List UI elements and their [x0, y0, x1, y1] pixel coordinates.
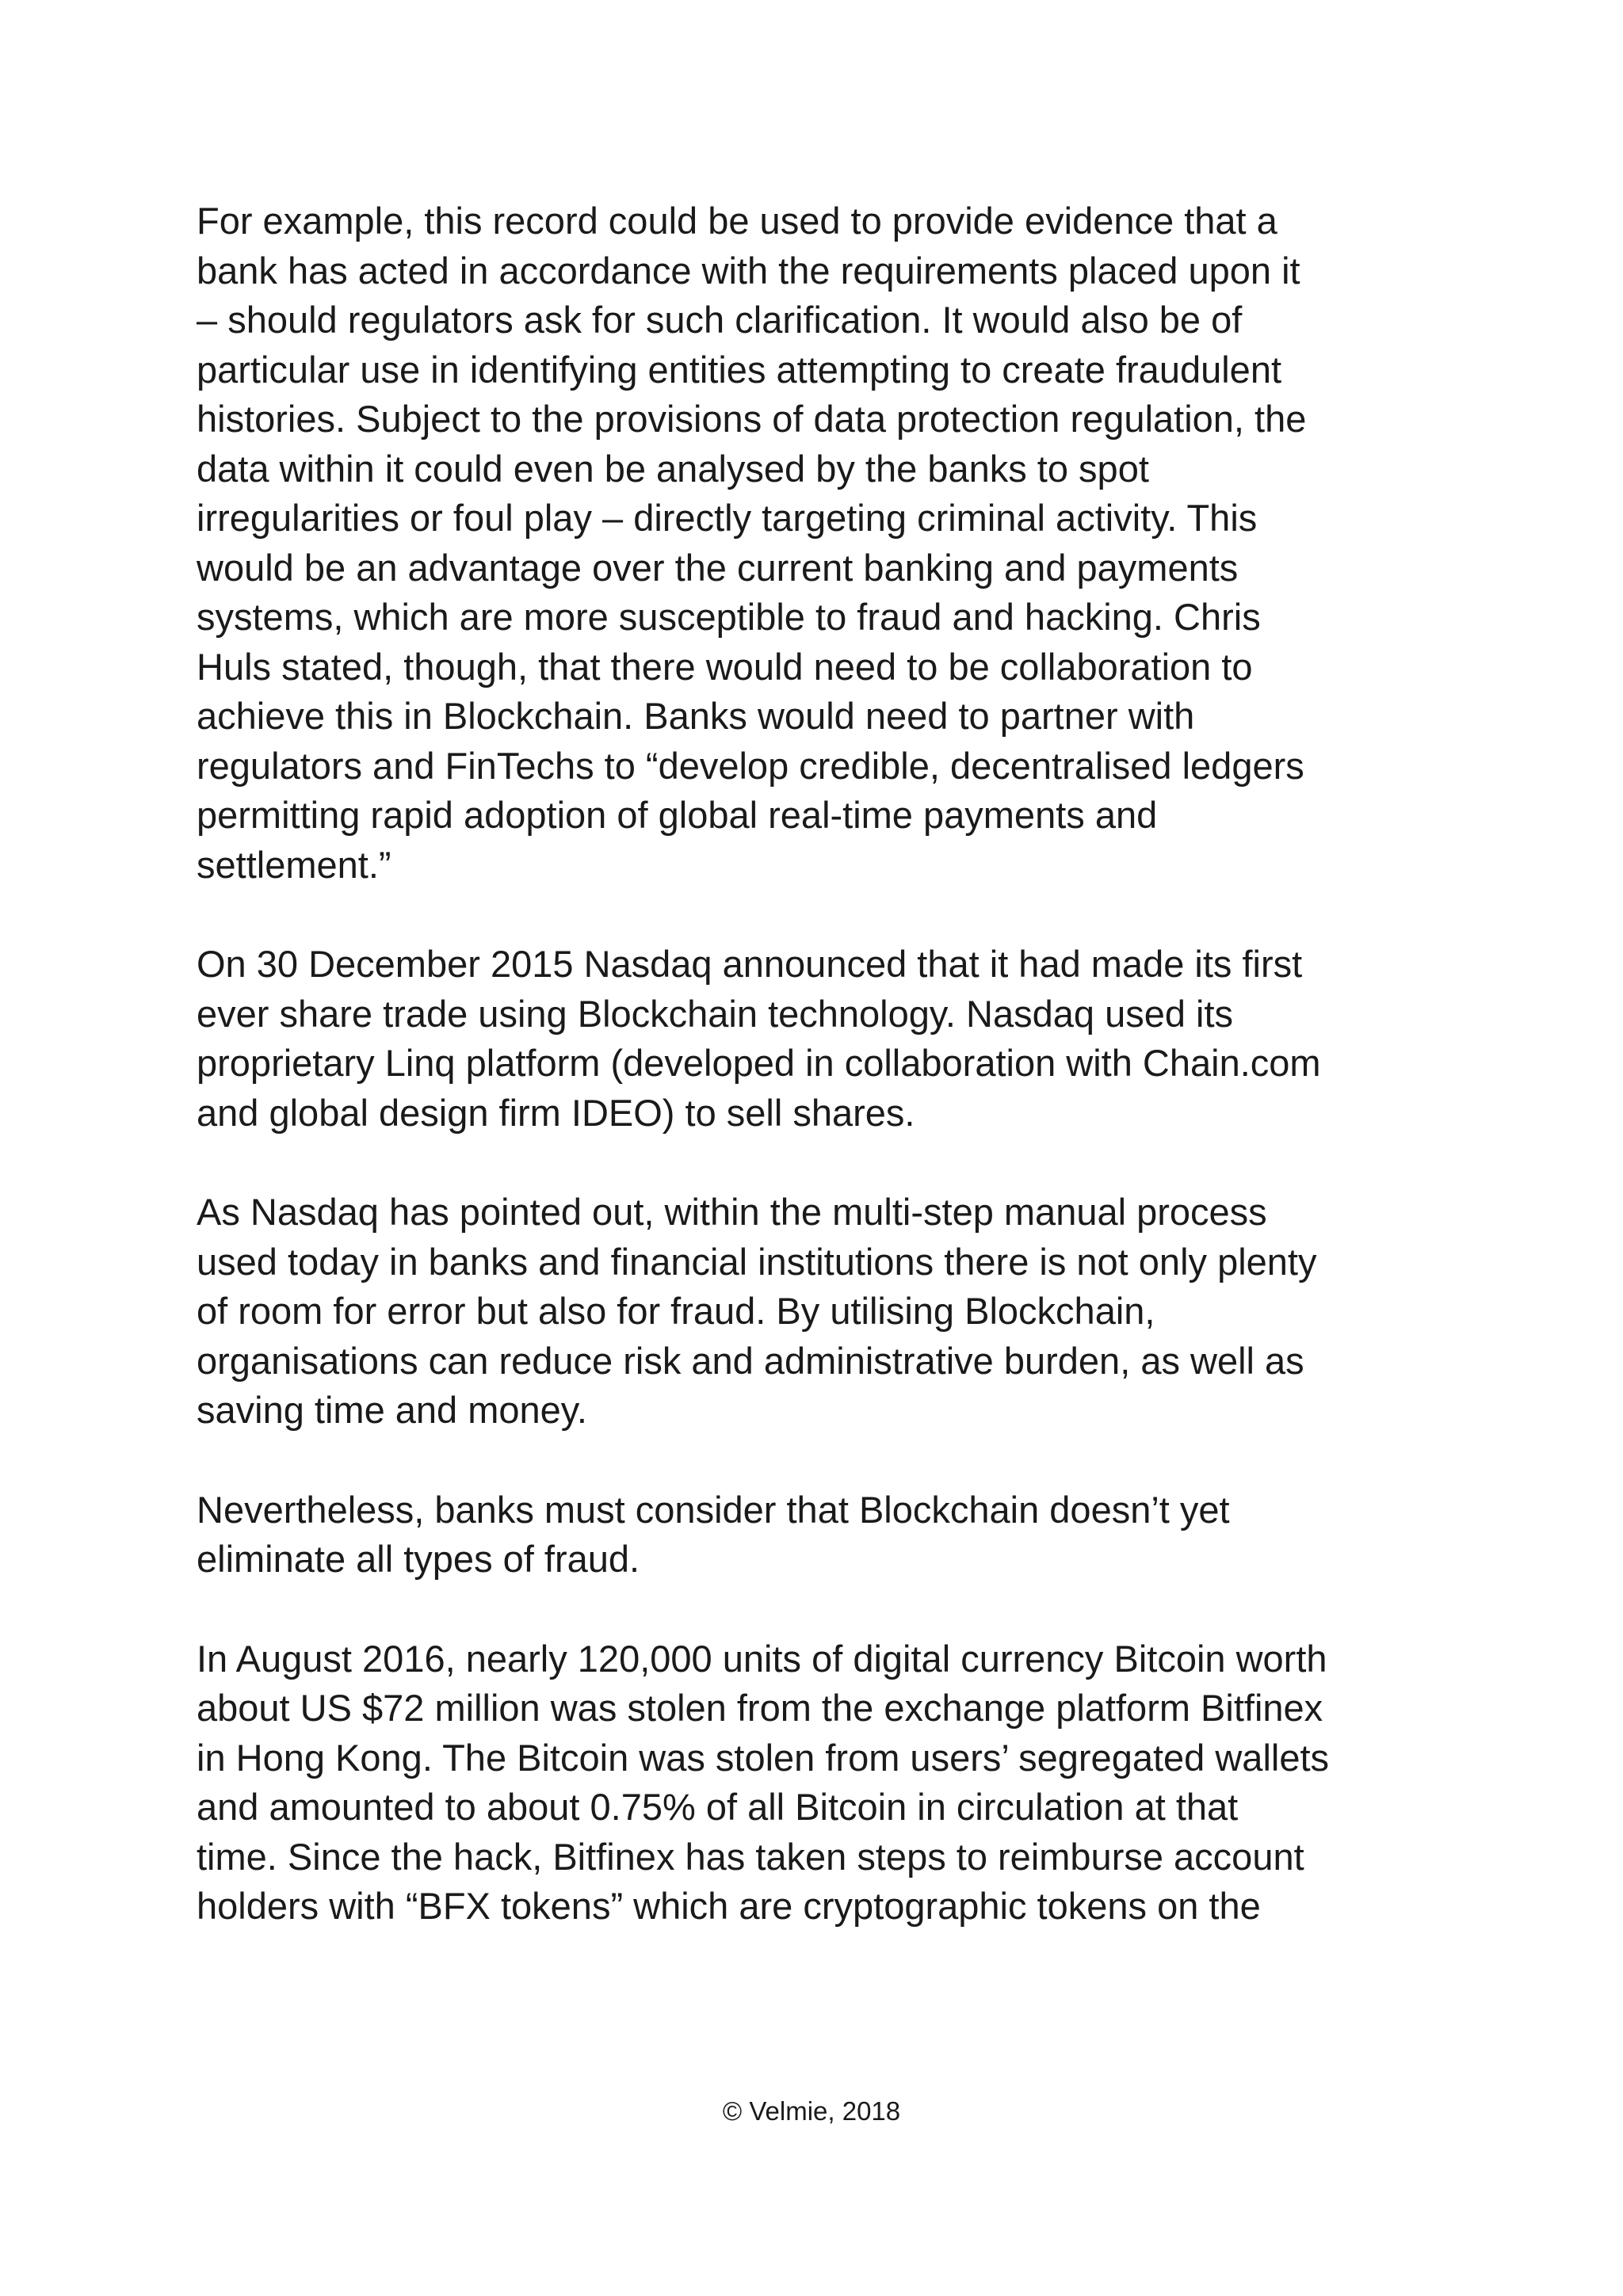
- text-line: As Nasdaq has pointed out, within the multi-step manual process: [197, 1191, 1267, 1233]
- text-line: achieve this in Blockchain. Banks would need to partner with: [197, 695, 1195, 737]
- text-line: ever share trade using Blockchain technology. Nasdaq used its: [197, 992, 1234, 1035]
- paragraph-nasdaq-trade: [197, 940, 1449, 1138]
- text-line: would be an advantage over the current banking and payments: [197, 546, 1239, 589]
- text-line: saving time and money.: [197, 1389, 587, 1431]
- text-line: systems, which are more susceptible to fraud and hacking. Chris: [197, 596, 1261, 638]
- text-line: Huls stated, though, that there would need to be collaboration to: [197, 645, 1253, 688]
- text-line: histories. Subject to the provisions of data protection regulation, the: [197, 398, 1307, 440]
- paragraph-nasdaq-process: [197, 1188, 1449, 1436]
- text-line: permitting rapid adoption of global real-time payments and: [197, 794, 1158, 836]
- text-line: used today in banks and financial institutions there is not only plenty: [197, 1240, 1317, 1283]
- text-line: about US $72 million was stolen from the exchange platform Bitfinex: [197, 1687, 1323, 1729]
- text-line: holders with “BFX tokens” which are cryptographic tokens on the: [197, 1885, 1261, 1927]
- paragraph-bitfinex-hack: [197, 1634, 1449, 1932]
- text-line: in Hong Kong. The Bitcoin was stolen from users’ segregated wallets: [197, 1736, 1330, 1779]
- text-line: regulators and FinTechs to “develop credible, decentralised ledgers: [197, 744, 1304, 787]
- page-footer-copyright: © Velmie, 2018: [722, 2096, 901, 2126]
- text-line: – should regulators ask for such clarification. It would also be of: [197, 299, 1243, 341]
- text-line: and global design firm IDEO) to sell shares.: [197, 1091, 915, 1134]
- document-body: [197, 196, 1449, 1932]
- text-line: settlement.”: [197, 843, 391, 886]
- text-line: eliminate all types of fraud.: [197, 1538, 640, 1580]
- text-line: irregularities or foul play – directly targeting criminal activity. This: [197, 497, 1258, 539]
- paragraph-nevertheless: [197, 1486, 1449, 1585]
- text-line: Nevertheless, banks must consider that Blockchain doesn’t yet: [197, 1488, 1230, 1531]
- text-line: proprietary Linq platform (developed in collaboration with Chain.com: [197, 1042, 1321, 1084]
- text-line: time. Since the hack, Bitfinex has taken steps to reimburse account: [197, 1835, 1304, 1878]
- text-line: and amounted to about 0.75% of all Bitcoin in circulation at that: [197, 1786, 1239, 1828]
- text-line: particular use in identifying entities attempting to create fraudulent: [197, 348, 1282, 391]
- text-line: organisations can reduce risk and administrative burden, as well as: [197, 1339, 1304, 1382]
- text-line: of room for error but also for fraud. By utilising Blockchain,: [197, 1290, 1155, 1332]
- text-line: data within it could even be analysed by the banks to spot: [197, 447, 1149, 490]
- text-line: On 30 December 2015 Nasdaq announced that it had made its first: [197, 943, 1303, 985]
- text-line: In August 2016, nearly 120,000 units of digital currency Bitcoin worth: [197, 1637, 1327, 1680]
- text-line: For example, this record could be used to provide evidence that a: [197, 200, 1277, 242]
- text-line: bank has acted in accordance with the requirements placed upon it: [197, 249, 1300, 292]
- paragraph-record-evidence: [197, 196, 1449, 890]
